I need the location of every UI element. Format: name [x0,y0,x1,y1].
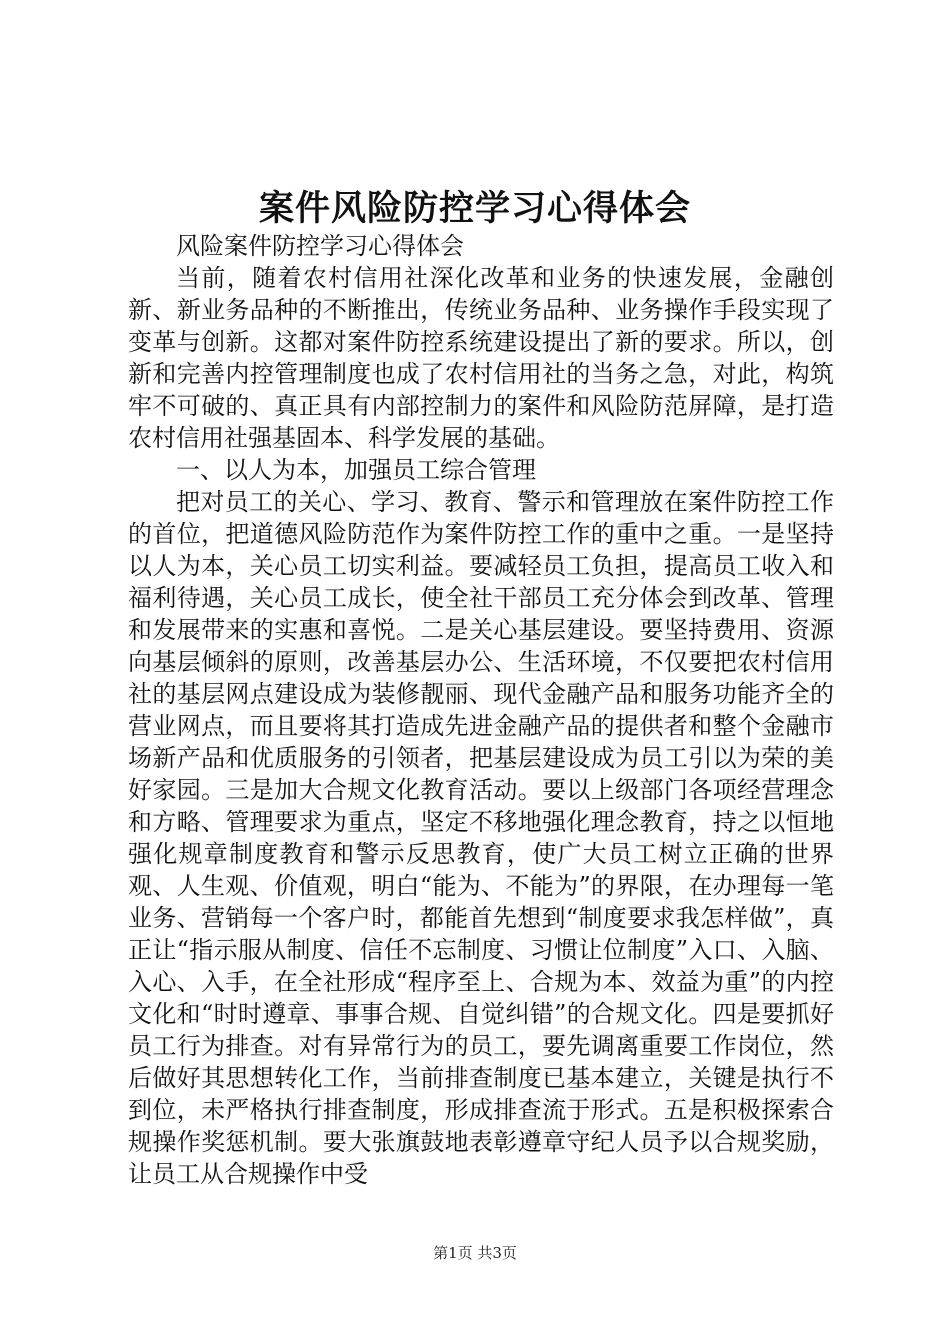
paragraph: 当前，随着农村信用社深化改革和业务的快速发展，金融创新、新业务品种的不断推出，传统业务品种、业务操作手段实现了变革与创新。这都对案件防控系统建设提出了新的要求。所以，创新和完善内控管理制度也成了农村信用社的当务之急，对此，构筑牢不可破的、真正具有内部控制力的案件和风险防范屏障，是打造农村信用社强基固本、科学发展的基础。 [128,264,834,452]
subtitle: 风险案件防控学习心得体会 [176,232,464,260]
section-heading: 一、以人为本，加强员工综合管理 [176,456,536,484]
paragraph: 把对员工的关心、学习、教育、警示和管理放在案件防控工作的首位，把道德风险防范作为案件防控工作的重中之重。一是坚持以人为本，关心员工切实利益。要减轻员工负担，提高员工收入和福利待遇，关心员工成长，使全社干部员工充分体会到改革、管理和发展带来的实惠和喜悦。二是关心基层建设。要坚持费用、资源向基层倾斜的原则，改善基层办公、生活环境，不仅要把农村信用社的基层网点建设成为装修靓丽、现代金融产品和服务功能齐全的营业网点，而且要将其打造成先进金融产品的提供者和整个金融市场新产品和优质服务的引领者，把基层建设成为员工引以为荣的美好家园。三是加大合规文化教育活动。要以上级部门各项经营理念和方略、管理要求为重点，坚定不移地强化理念教育，持之以恒地强化规章制度教育和警示反思教育，使广大员工树立正确的世界观、人生观、价值观，明白“能为、不能为”的界限，在办理每一笔业务、营销每一个客户时，都能首先想到“制度要求我怎样做”，真正让“指示服从制度、信任不忘制度、习惯让位制度”入口、入脑、入心、入手，在全社形成“程序至上、合规为本、效益为重”的内控文化和“时时遵章、事事合规、自觉纠错”的合规文化。四是要抓好员工行为排查。对有异常行为的员工，要先调离重要工作岗位，然后做好其思想转化工作，当前排查制度已基本建立，关键是执行不到位，未严格执行排查制度，形成排查流于形式。五是积极探索合规操作奖惩机制。要大张旗鼓地表彰遵章守纪人员予以合规奖励，让员工从合规操作中受 [128,488,834,1188]
document-body [128,230,834,1190]
page-footer: 第1页 共3页 [433,1244,517,1262]
page-title: 案件风险防控学习心得体会 [258,188,691,229]
